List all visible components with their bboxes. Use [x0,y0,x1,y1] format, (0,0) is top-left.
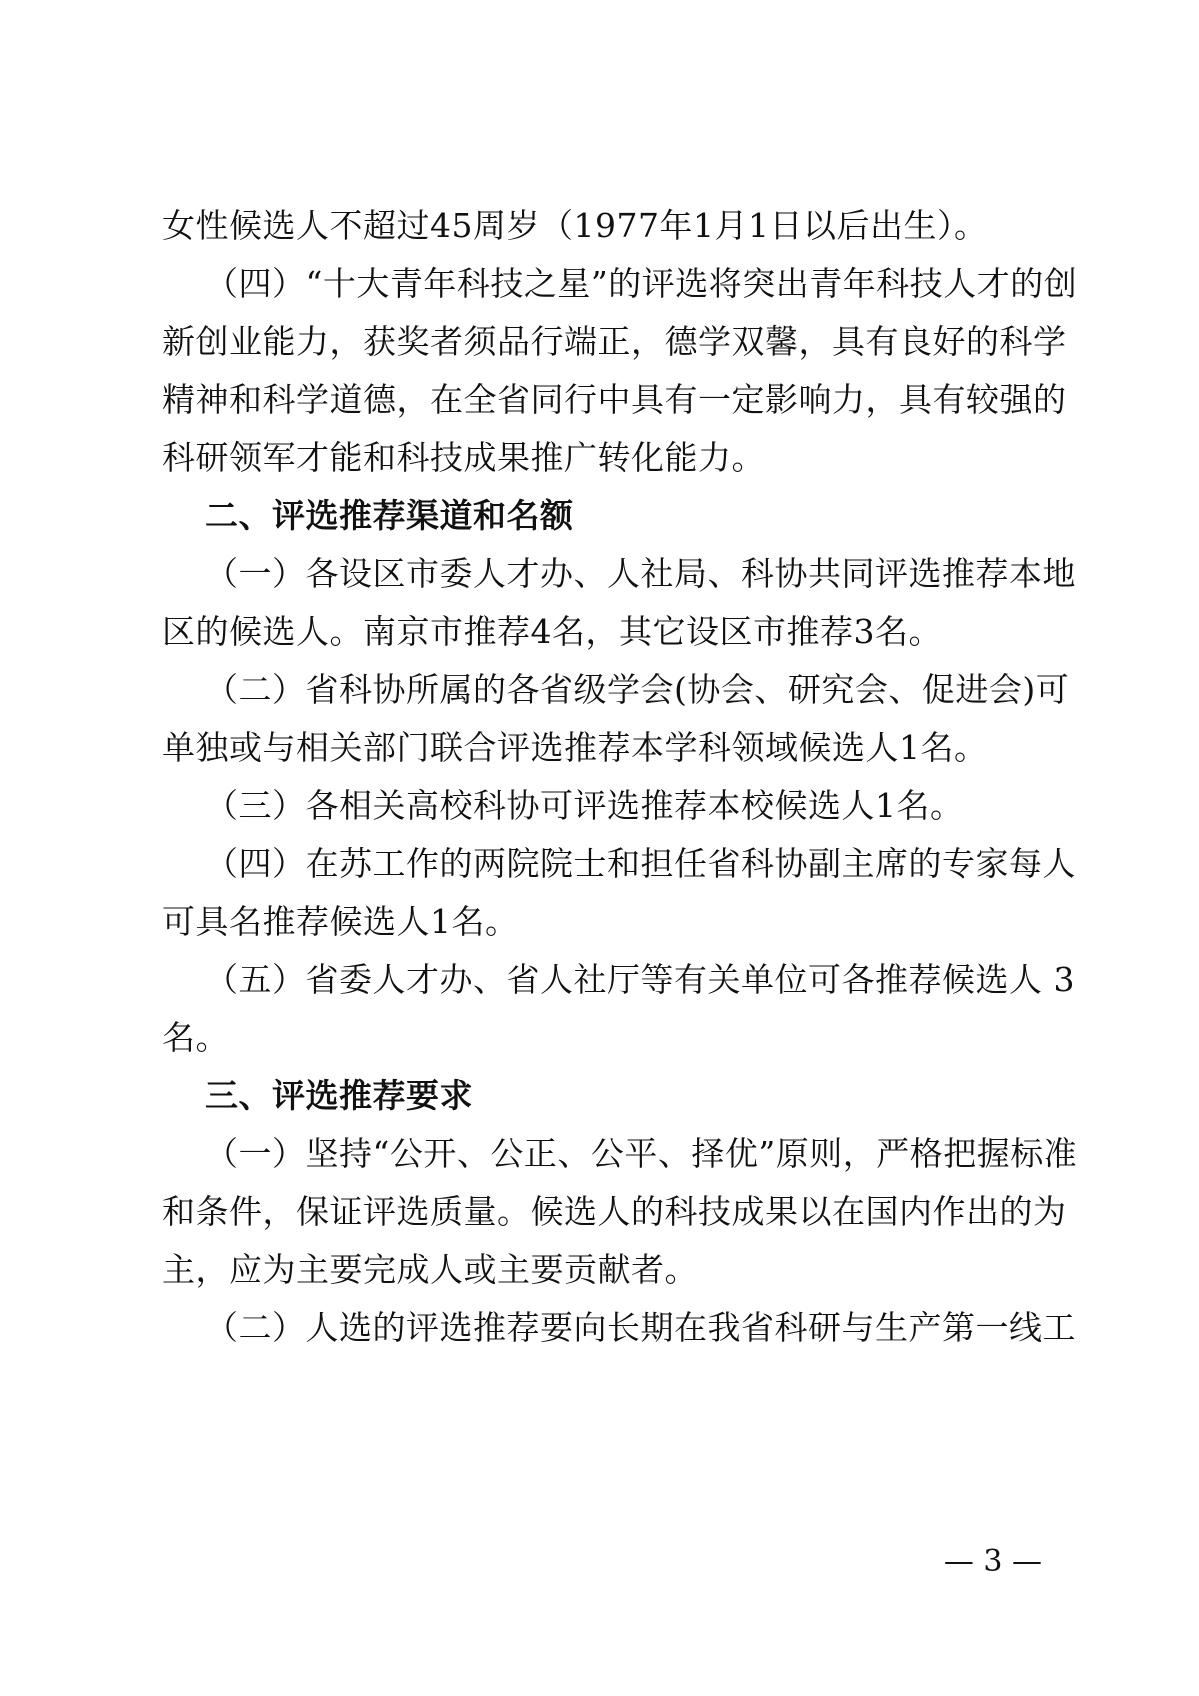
paragraph-first-line: （四）在苏工作的两院院士和担任省科协副主席的专家每人 [205,844,1076,883]
text-line: 名。 [162,1018,229,1057]
paragraph-first-line: （二）省科协所属的各省级学会(协会、研究会、促进会)可 [205,670,1070,709]
text-line: 区的候选人。南京市推荐4名，其它设区市推荐3名。 [162,612,942,651]
paragraph-first-line: （一）坚持“公开、公正、公平、择优”原则，严格把握标准 [205,1134,1078,1173]
paragraph-first-line: （一）各设区市委人才办、人社局、科协共同评选推荐本地 [205,554,1076,593]
section-heading: 三、评选推荐要求 [205,1076,473,1115]
page-number: — 3 — [943,1544,1042,1579]
text-line: 精神和科学道德，在全省同行中具有一定影响力，具有较强的 [162,380,1067,419]
section-heading: 二、评选推荐渠道和名额 [205,496,574,535]
text-line: 女性候选人不超过45周岁（1977年1月1日以后出生）。 [162,206,988,245]
text-line: 科研领军才能和科技成果推广转化能力。 [162,438,765,477]
text-line: 主，应为主要完成人或主要贡献者。 [162,1250,698,1289]
paragraph-first-line: （三）各相关高校科协可评选推荐本校候选人1名。 [205,786,964,825]
text-line: 和条件，保证评选质量。候选人的科技成果以在国内作出的为 [162,1192,1067,1231]
paragraph-first-line: （四）“十大青年科技之星”的评选将突出青年科技人才的创 [205,264,1078,303]
text-line: 可具名推荐候选人1名。 [162,902,519,941]
paragraph-first-line: （二）人选的评选推荐要向长期在我省科研与生产第一线工 [205,1308,1076,1347]
text-line: 新创业能力，获奖者须品行端正，德学双馨，具有良好的科学 [162,322,1067,361]
text-line: 单独或与相关部门联合评选推荐本学科领域候选人1名。 [162,728,988,767]
paragraph-first-line: （五）省委人才办、省人社厅等有关单位可各推荐候选人 3 [205,960,1075,999]
